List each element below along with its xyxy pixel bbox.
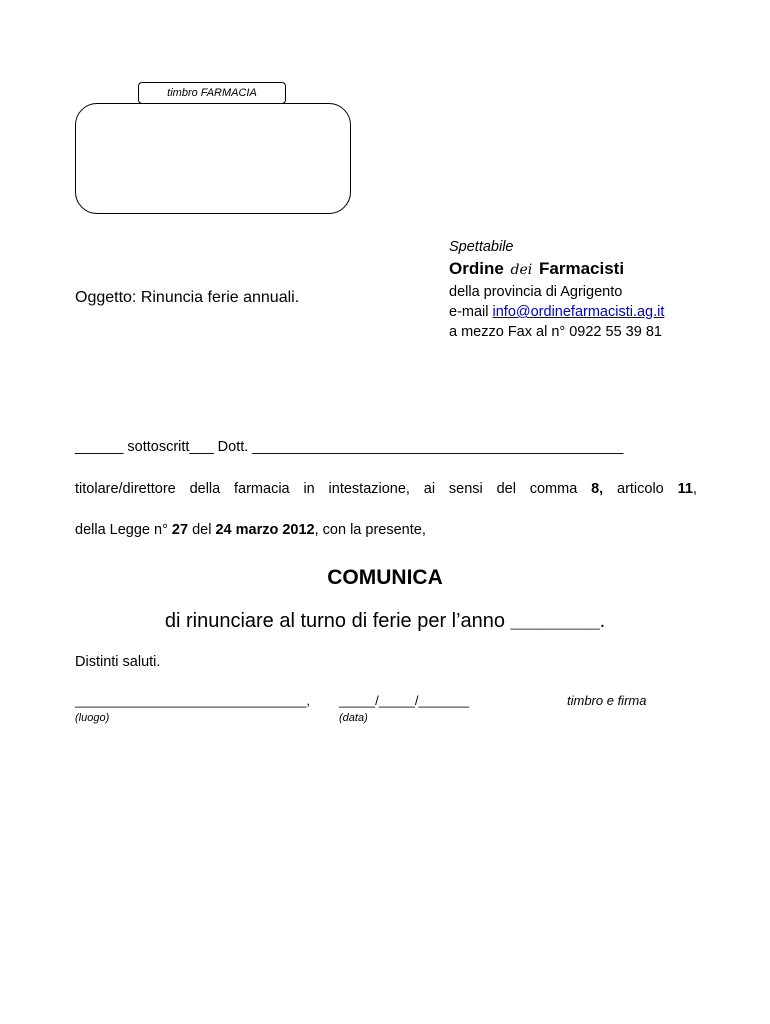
stamp-box-label: timbro FARMACIA	[138, 82, 286, 104]
date-label: (data)	[339, 712, 368, 724]
place-blank: ________________________________,	[75, 693, 310, 708]
recipient-organization	[449, 257, 664, 282]
word: del	[496, 481, 516, 497]
email-link[interactable]: info@ordinefarmacisti.ag.it	[492, 304, 665, 320]
year-blank: ________	[510, 610, 600, 632]
word: articolo	[617, 481, 664, 497]
org-name-part3: Farmacisti	[539, 259, 625, 278]
place-label: (luogo)	[75, 712, 110, 724]
word: della	[189, 481, 221, 497]
renounce-end: .	[599, 610, 606, 632]
org-name-part2: dei	[510, 262, 533, 278]
law-date: 24 marzo 2012	[215, 522, 315, 538]
law-suffix: , con la presente,	[314, 522, 426, 538]
recipient-fax: a mezzo Fax al n° 0922 55 39 81	[449, 324, 662, 340]
law-prefix: della Legge n°	[75, 522, 172, 538]
word: in	[303, 481, 315, 497]
title-line	[75, 481, 697, 497]
comma-number: 8,	[591, 481, 604, 497]
law-reference-line	[75, 522, 426, 538]
word: comma	[529, 481, 578, 497]
word: intestazione,	[328, 481, 410, 497]
email-prefix: e-mail	[449, 304, 493, 320]
pharmacy-stamp-box	[75, 103, 351, 214]
stamp-and-signature-label: timbro e firma	[567, 693, 647, 708]
word: titolare/direttore	[75, 481, 176, 497]
undersigned-line: ______ sottoscritt___ Dott. ______________________________________________	[75, 439, 624, 455]
article-number: 11	[677, 481, 693, 497]
article-number-group	[678, 481, 697, 497]
word: farmacia	[234, 481, 290, 497]
renounce-statement	[0, 610, 770, 633]
communication-heading: COMUNICA	[327, 566, 443, 589]
date-blank: _____/_____/_______	[339, 693, 470, 708]
recipient-block	[449, 237, 664, 342]
word: ai	[423, 481, 436, 497]
recipient-province: della provincia di Agrigento	[449, 284, 623, 300]
recipient-greeting: Spettabile	[449, 239, 514, 255]
line-end-punct: ,	[692, 481, 697, 497]
recipient-email-line	[449, 302, 664, 322]
closing-salutation: Distinti saluti.	[75, 654, 161, 670]
subject-line: Oggetto: Rinuncia ferie annuali.	[75, 289, 300, 306]
renounce-text: di rinunciare al turno di ferie per l’anno	[164, 610, 511, 632]
word: sensi	[448, 481, 483, 497]
law-del: del	[188, 522, 216, 538]
law-number: 27	[171, 522, 189, 538]
org-name-part1: Ordine	[449, 259, 504, 278]
